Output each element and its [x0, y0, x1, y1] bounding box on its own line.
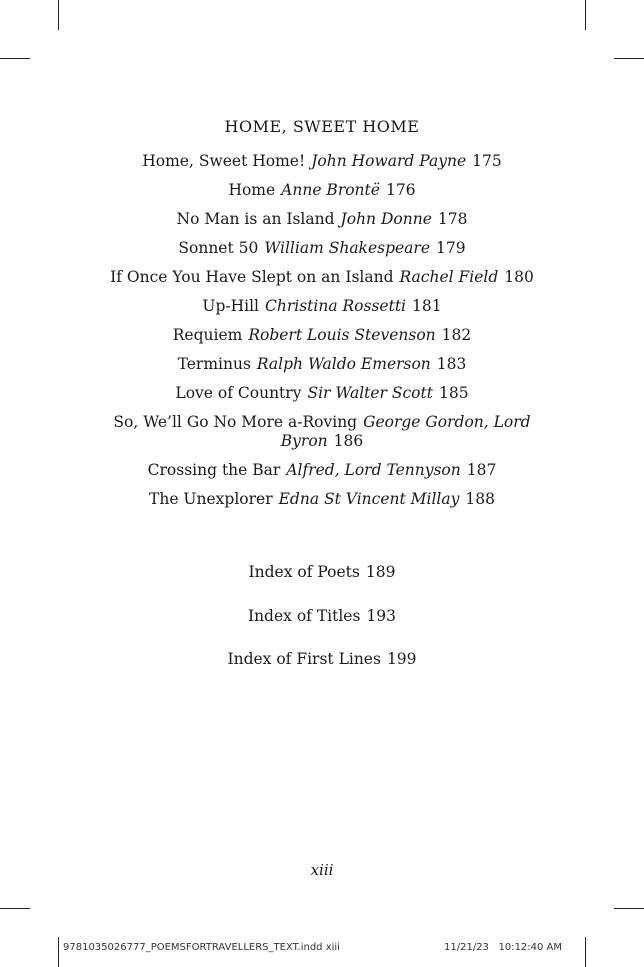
entry-page: 176	[385, 181, 416, 199]
entry-page: 183	[436, 355, 467, 373]
entry-title: Up-Hill	[202, 297, 260, 315]
entry-poet: George Gordon, Lord Byron	[280, 413, 531, 450]
toc-entry[interactable]	[102, 268, 542, 287]
index-list	[0, 563, 644, 694]
entry-page: 178	[437, 210, 468, 228]
print-slug-file: 9781035026777_POEMSFORTRAVELLERS_TEXT.indd xiii	[63, 942, 340, 953]
entry-title: No Man is an Island	[176, 210, 335, 228]
entry-title: If Once You Have Slept on an Island	[110, 268, 394, 286]
crop-mark-left-lower	[0, 908, 30, 909]
crop-mark-top-right	[585, 0, 586, 30]
toc-entry[interactable]	[102, 384, 542, 403]
index-page: 189	[365, 563, 396, 581]
entry-page: 175	[472, 152, 502, 170]
slug-time: 10:12:40 AM	[498, 942, 563, 953]
entry-poet: Ralph Waldo Emerson	[256, 355, 431, 373]
index-label: Index of First Lines	[227, 650, 381, 668]
crop-mark-left-upper	[0, 58, 30, 59]
toc-entry[interactable]	[102, 461, 542, 480]
entry-poet: William Shakespeare	[264, 239, 430, 257]
entry-poet: John Donne	[340, 210, 432, 228]
entry-title: So, We’ll Go No More a-Roving	[113, 413, 358, 431]
entry-poet: Rachel Field	[399, 268, 499, 286]
entry-title: Terminus	[177, 355, 251, 373]
entry-page: 186	[333, 432, 364, 450]
entry-title: Sonnet 50	[178, 239, 259, 257]
entry-poet: Alfred, Lord Tennyson	[286, 461, 461, 479]
entry-title: Home, Sweet Home!	[142, 152, 306, 170]
entry-title: Crossing the Bar	[147, 461, 281, 479]
toc-entry[interactable]	[102, 355, 542, 374]
entry-poet: Robert Louis Stevenson	[248, 326, 436, 344]
entry-poet: Edna St Vincent Millay	[278, 490, 460, 508]
crop-mark-bottom-left	[58, 937, 59, 967]
toc-entry[interactable]	[102, 239, 542, 258]
index-page: 193	[366, 606, 397, 625]
crop-mark-top-left	[58, 0, 59, 30]
print-slug-timestamp	[444, 942, 562, 958]
toc-entry[interactable]	[102, 490, 542, 509]
toc-entry[interactable]	[102, 297, 542, 316]
section-title: HOME, SWEET HOME	[224, 117, 420, 136]
entry-page: 187	[466, 461, 497, 479]
index-label: Index of Poets	[248, 563, 360, 581]
entry-page: 182	[441, 326, 472, 344]
entry-page: 180	[504, 268, 534, 286]
index-of-titles-entry[interactable]	[0, 607, 644, 626]
toc-entry[interactable]	[102, 152, 542, 171]
entry-page: 181	[412, 297, 442, 315]
toc-entry[interactable]	[102, 210, 542, 229]
entry-title: Requiem	[172, 326, 243, 344]
toc-entry[interactable]	[102, 326, 542, 345]
index-of-first-lines-entry[interactable]	[0, 650, 644, 669]
crop-mark-bottom-right	[585, 937, 586, 967]
entry-title: The Unexplorer	[149, 490, 273, 508]
entry-poet: Sir Walter Scott	[307, 384, 433, 402]
entry-page: 185	[438, 384, 469, 402]
entry-title: Love of Country	[175, 384, 302, 402]
entry-poet: John Howard Payne	[311, 152, 467, 170]
slug-date: 11/21/23	[444, 942, 489, 953]
entry-title: Home	[228, 181, 276, 199]
entry-poet: Christina Rossetti	[265, 297, 407, 315]
page-number: xiii	[310, 861, 334, 879]
index-label: Index of Titles	[247, 606, 361, 625]
index-page: 199	[386, 650, 417, 668]
crop-mark-right-upper	[614, 58, 644, 59]
entry-poet: Anne Brontë	[281, 181, 380, 199]
entry-page: 179	[436, 239, 466, 257]
crop-mark-right-lower	[614, 908, 644, 909]
toc-entry-list	[0, 152, 644, 519]
toc-entry[interactable]	[102, 413, 542, 451]
entry-page: 188	[465, 490, 495, 508]
toc-entry[interactable]	[102, 181, 542, 200]
index-of-poets-entry[interactable]	[0, 563, 644, 582]
